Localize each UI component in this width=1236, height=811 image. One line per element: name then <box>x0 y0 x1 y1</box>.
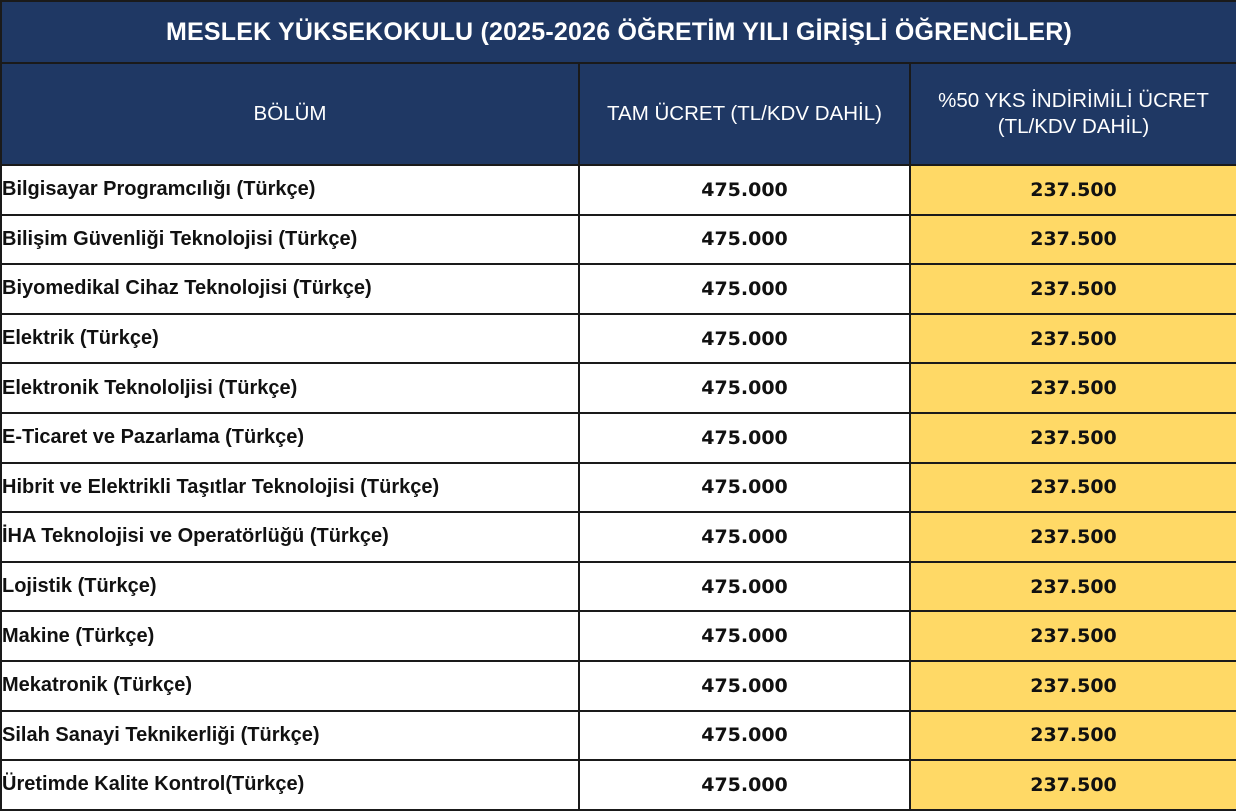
full-fee-cell: 475.000 <box>579 215 910 265</box>
discount-fee-cell: 237.500 <box>910 562 1236 612</box>
discount-fee-cell: 237.500 <box>910 215 1236 265</box>
table-row <box>1 711 1236 761</box>
discount-fee-cell: 237.500 <box>910 363 1236 413</box>
table-row <box>1 215 1236 265</box>
full-fee-cell: 475.000 <box>579 314 910 364</box>
department-cell: İHA Teknolojisi ve Operatörlüğü (Türkçe) <box>1 512 579 562</box>
table-body <box>1 165 1236 810</box>
table-row <box>1 363 1236 413</box>
discount-fee-cell: 237.500 <box>910 611 1236 661</box>
full-fee-cell: 475.000 <box>579 463 910 513</box>
department-cell: Silah Sanayi Teknikerliği (Türkçe) <box>1 711 579 761</box>
discount-fee-cell: 237.500 <box>910 512 1236 562</box>
discount-fee-cell: 237.500 <box>910 165 1236 215</box>
full-fee-cell: 475.000 <box>579 711 910 761</box>
discount-fee-cell: 237.500 <box>910 314 1236 364</box>
table-row <box>1 562 1236 612</box>
table-row <box>1 512 1236 562</box>
department-cell: Elektrik (Türkçe) <box>1 314 579 364</box>
discount-fee-cell: 237.500 <box>910 463 1236 513</box>
full-fee-cell: 475.000 <box>579 512 910 562</box>
department-cell: Mekatronik (Türkçe) <box>1 661 579 711</box>
department-cell: Hibrit ve Elektrikli Taşıtlar Teknolojisi (Türkçe) <box>1 463 579 513</box>
table-row <box>1 760 1236 810</box>
table-title: MESLEK YÜKSEKOKULU (2025-2026 ÖĞRETİM YILI GİRİŞLİ ÖĞRENCİLER) <box>1 1 1236 63</box>
column-header-discount-line2: (TL/KDV DAHİL) <box>997 115 1150 138</box>
table-row <box>1 413 1236 463</box>
column-header-full-fee: TAM ÜCRET (TL/KDV DAHİL) <box>579 63 910 165</box>
table-row <box>1 611 1236 661</box>
department-cell: Elektronik Teknololjisi (Türkçe) <box>1 363 579 413</box>
table-row <box>1 463 1236 513</box>
title-row <box>1 1 1236 63</box>
department-cell: Biyomedikal Cihaz Teknolojisi (Türkçe) <box>1 264 579 314</box>
full-fee-cell: 475.000 <box>579 264 910 314</box>
discount-fee-cell: 237.500 <box>910 264 1236 314</box>
table-row <box>1 314 1236 364</box>
discount-fee-cell: 237.500 <box>910 760 1236 810</box>
full-fee-cell: 475.000 <box>579 661 910 711</box>
department-cell: E-Ticaret ve Pazarlama (Türkçe) <box>1 413 579 463</box>
table-row <box>1 661 1236 711</box>
full-fee-cell: 475.000 <box>579 165 910 215</box>
full-fee-cell: 475.000 <box>579 562 910 612</box>
department-cell: Bilişim Güvenliği Teknolojisi (Türkçe) <box>1 215 579 265</box>
full-fee-cell: 475.000 <box>579 611 910 661</box>
column-header-discount-line1: %50 YKS İNDİRİMİLİ ÜCRET <box>938 89 1209 112</box>
department-cell: Lojistik (Türkçe) <box>1 562 579 612</box>
column-header-department: BÖLÜM <box>1 63 579 165</box>
department-cell: Üretimde Kalite Kontrol(Türkçe) <box>1 760 579 810</box>
discount-fee-cell: 237.500 <box>910 661 1236 711</box>
department-cell: Bilgisayar Programcılığı (Türkçe) <box>1 165 579 215</box>
header-row <box>1 63 1236 165</box>
full-fee-cell: 475.000 <box>579 760 910 810</box>
discount-fee-cell: 237.500 <box>910 711 1236 761</box>
full-fee-cell: 475.000 <box>579 363 910 413</box>
full-fee-cell: 475.000 <box>579 413 910 463</box>
department-cell: Makine (Türkçe) <box>1 611 579 661</box>
discount-fee-cell: 237.500 <box>910 413 1236 463</box>
table-row <box>1 165 1236 215</box>
column-header-discount-fee <box>910 63 1236 165</box>
table-row <box>1 264 1236 314</box>
